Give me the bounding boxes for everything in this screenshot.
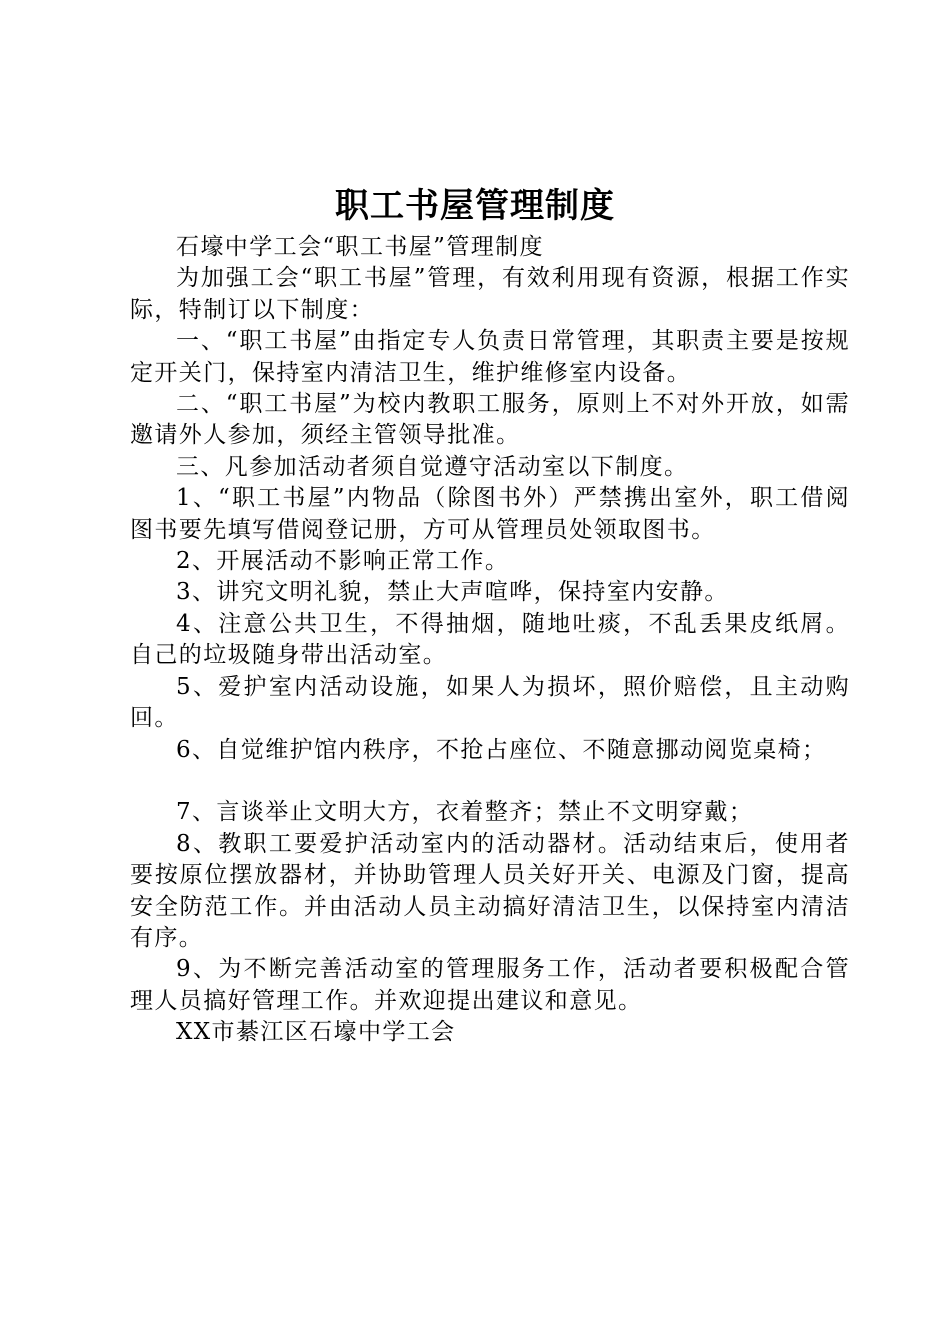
paragraph-signature: XX市綦江区石壕中学工会	[176, 1019, 456, 1046]
paragraph-item-9: 9、为不断完善活动室的管理服务工作，活动者要积极配合管理人员搞好管理工作。并欢迎提出建议和意见。	[130, 956, 850, 1014]
paragraph-item-4: 4、注意公共卫生，不得抽烟，随地吐痰，不乱丢果皮纸屑。自己的垃圾随身带出活动室。	[130, 610, 850, 669]
paragraph-rule-3: 三、凡参加活动者须自觉遵守活动室以下制度。	[176, 453, 689, 480]
document-title: 职工书屋管理制度	[335, 186, 615, 226]
paragraph-rule-1: 一、“职工书屋”由指定专人负责日常管理，其职责主要是按规定开关门，保持室内清洁卫生，维护维修室内设备。	[130, 328, 850, 386]
blank-line	[130, 766, 850, 797]
paragraph-item-5: 5、爱护室内活动设施，如果人为损坏，照价赔偿，且主动购回。	[130, 673, 850, 732]
paragraph-item-8: 8、教职工要爱护活动室内的活动器材。活动结束后，使用者要按原位摆放器材，并协助管理人员关好开关、电源及门窗，提高安全防范工作。并由活动人员主动搞好清洁卫生，以保持室内清洁有序。	[130, 830, 850, 951]
paragraph-item-1: 1、“职工书屋”内物品（除图书外）严禁携出室外，职工借阅图书要先填写借阅登记册，方可从管理员处领取图书。	[130, 485, 850, 543]
paragraph-heading: 石壕中学工会“职工书屋”管理制度	[176, 234, 544, 260]
paragraph-item-3: 3、讲究文明礼貌，禁止大声喧哗，保持室内安静。	[176, 579, 729, 606]
paragraph-intro: 为加强工会“职工书屋”管理，有效利用现有资源，根据工作实际，特制订以下制度：	[130, 265, 850, 323]
paragraph-item-7: 7、言谈举止文明大方，衣着整齐；禁止不文明穿戴；	[176, 799, 754, 826]
paragraph-item-6: 6、自觉维护馆内秩序，不抢占座位、不随意挪动阅览桌椅；	[176, 736, 827, 763]
paragraph-item-2: 2、开展活动不影响正常工作。	[176, 548, 510, 575]
paragraph-rule-2: 二、“职工书屋”为校内教职工服务，原则上不对外开放，如需邀请外人参加，须经主管领导批准。	[130, 391, 850, 449]
document-body	[130, 232, 850, 1049]
